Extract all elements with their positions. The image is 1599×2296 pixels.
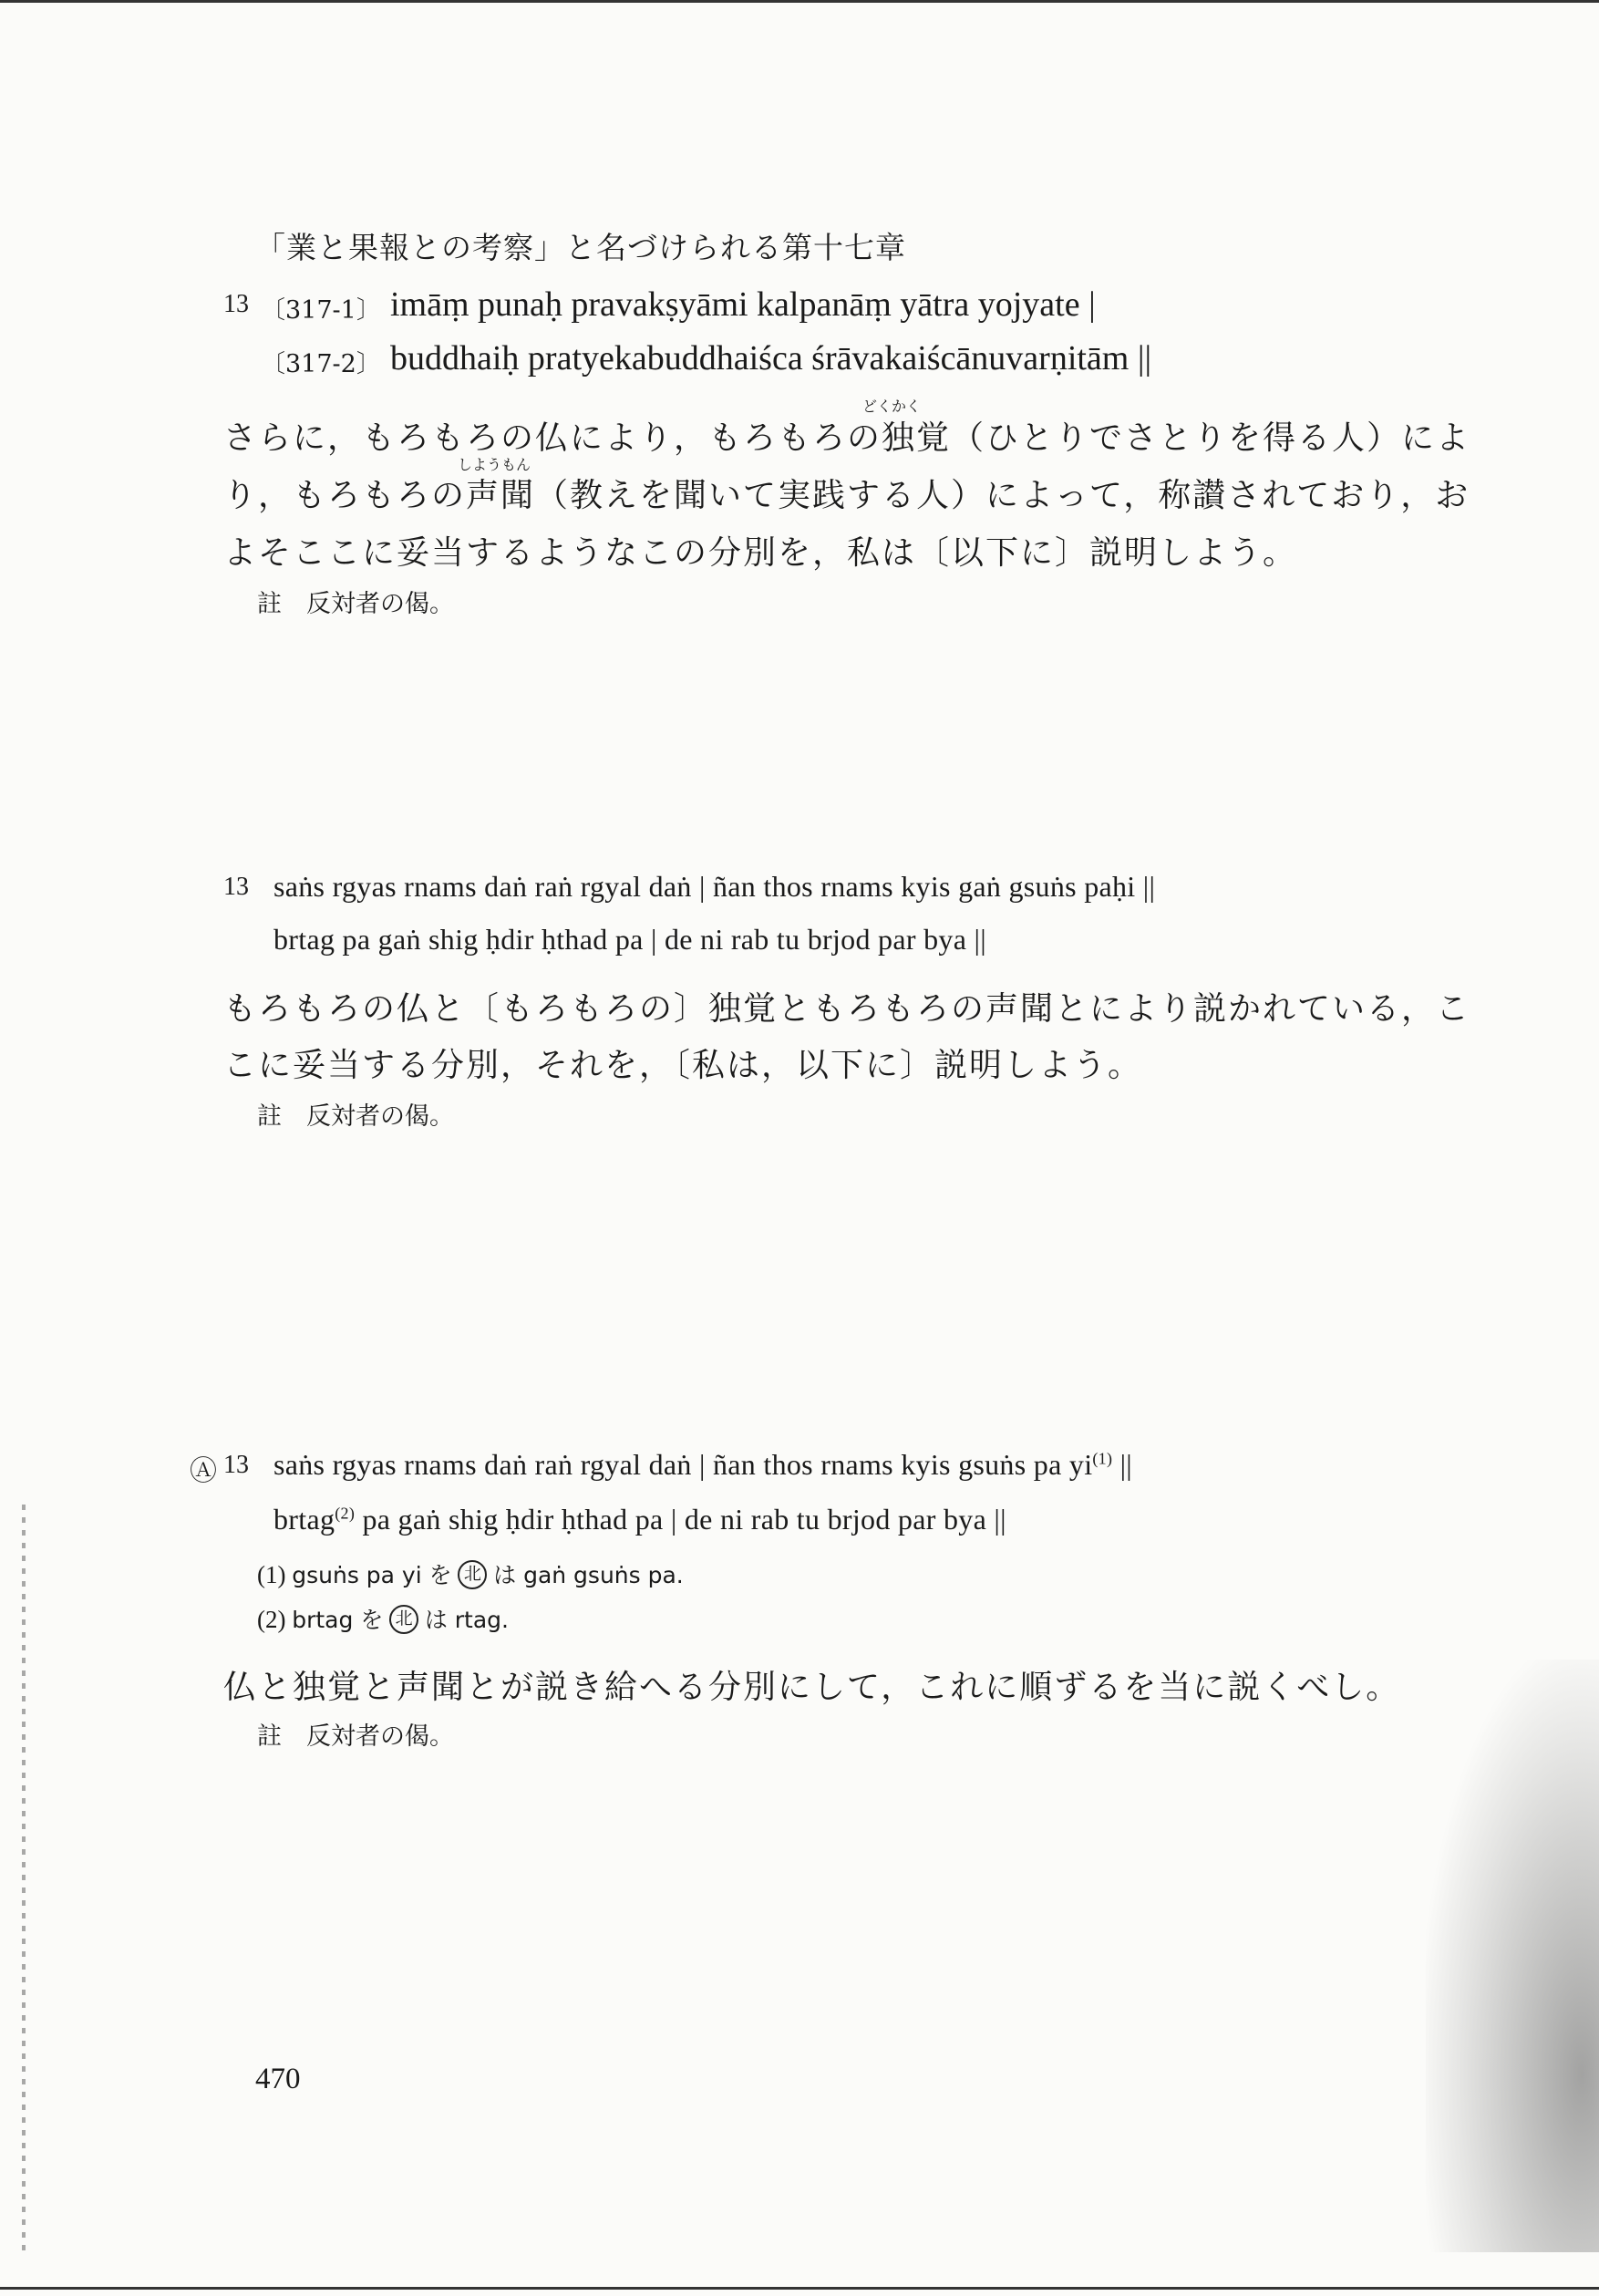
scan-binding-edge: [22, 1505, 26, 2252]
edition-siglum-icon: 北: [458, 1560, 487, 1589]
ruby-annotation: しようもん: [458, 456, 531, 473]
verse-number: 13: [223, 290, 249, 318]
page-number: 470: [255, 2063, 301, 2095]
note: 註 反対者の偈。: [257, 1102, 454, 1131]
note: 註 反対者の偈。: [257, 1722, 454, 1751]
verse-number: 13: [223, 1451, 249, 1479]
scan-bottom-edge: [0, 2287, 1599, 2290]
verse-ref: 〔317-1〕: [261, 296, 381, 325]
verse-line: imāṃ punaḥ pravakṣyāmi kalpanāṃ yātra yojyate |: [390, 285, 1096, 324]
edition-marker: Ⓐ: [190, 1455, 217, 1487]
edition-siglum-icon: 北: [389, 1605, 418, 1634]
ruby-annotation: どくかく: [862, 398, 922, 415]
scan-top-edge: [0, 0, 1599, 3]
footnote: (1) gsuṅs pa yi を 北 は gaṅ gsuṅs pa.: [257, 1561, 684, 1588]
verse-number: 13: [223, 873, 249, 901]
note: 註 反対者の偈。: [257, 590, 454, 618]
scan-shadow: [1426, 1660, 1599, 2252]
footnote: (2) brtag を 北 は rtag.: [257, 1606, 509, 1633]
footnote-ref: (1): [1092, 1449, 1113, 1468]
verse-line: saṅs rgyas rnams daṅ raṅ rgyal daṅ | ñan thos rnams kyis gsuṅs pa $yi^{(1)}$ ||: [273, 1448, 1132, 1481]
footnote-ref: (2): [335, 1504, 356, 1523]
translation-line: り，もろもろの声聞（教えを聞いて実践する人）によって，称讃されており，お: [223, 477, 1470, 514]
verse-ref: 〔317-2〕: [261, 350, 381, 378]
verse-line: buddhaiḥ pratyekabuddhaiśca śrāvakaiścānuvarṇitām ||: [390, 339, 1152, 377]
translation-line: よそここに妥当するようなこの分別を，私は〔以下に〕説明しよう。: [223, 534, 1298, 572]
verse-line: brtag pa gaṅ shig ḥdir ḥthad pa | de ni rab tu brjod par bya ||: [273, 923, 986, 956]
translation-line: 仏と独覚と声聞とが説き給へる分別にして，これに順ずるを当に説くべし。: [223, 1669, 1401, 1706]
verse-line: brtag$^{(2)}$ pa gaṅ shig ḥdir ḥthad pa | de ni rab tu brjod par bya ||: [273, 1503, 1006, 1536]
translation-line: こに妥当する分別，それを，〔私は，以下に〕説明しよう。: [223, 1047, 1143, 1084]
translation-line: もろもろの仏と〔もろもろの〕独覚ともろもろの声聞とにより説かれている，こ: [223, 990, 1471, 1028]
running-head: 「業と果報との考察」と名づけられる第十七章: [255, 230, 906, 265]
translation-line: さらに，もろもろの仏により，もろもろの独覚（ひとりでさとりを得る人）によ: [223, 419, 1471, 457]
verse-line: saṅs rgyas rnams daṅ raṅ rgyal daṅ | ñan thos rnams kyis gaṅ gsuṅs paḥi ||: [273, 870, 1156, 903]
